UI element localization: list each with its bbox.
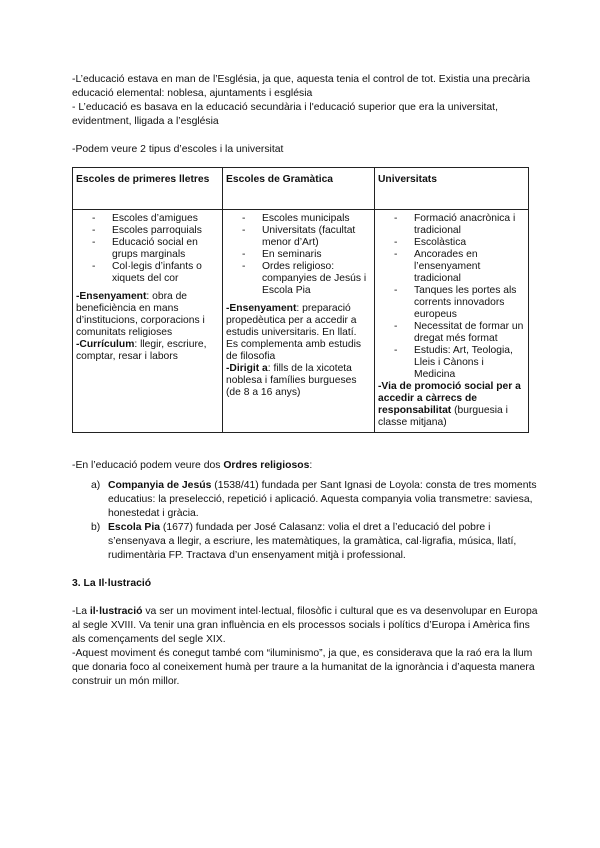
via-promocio-text: -Via de promoció social per a accedir a càrrecs de responsabilitat (burguesia i classe mitjana) <box>378 381 521 428</box>
curriculum-text: -Currículum: llegir, escriure, comptar, resar i labors <box>76 339 207 362</box>
list-item: - Educació social en grups marginals <box>76 237 219 261</box>
table-header: Universitats <box>375 168 529 210</box>
list-item: - Tanques les portes als corrents innovadors europeus <box>378 285 525 321</box>
list-item: b) Escola Pia (1677) fundada per José Calasanz: volia el dret a l’educació del pobre i s’ensenyava a llegir, a escriure, les matemàtiques, la gramàtica, cal·ligrafia, música, llatí, rudimentària FP. Tractava d’un ensenyament mitjà i professional. <box>91 522 517 561</box>
list-item: - Col·legis d’infants o xiquets del cor <box>76 261 219 285</box>
intro-paragraph-1: -L’educació estava en man de l’Església, ja que, aquesta tenia el control de tot. Existia una precària educació elemental: noblesa, ajuntaments i església <box>72 74 531 99</box>
intro-paragraph-2: - L’educació es basava en la educació secundària i l'educació superior que era la universitat, evidentment, lligada a l’església <box>72 102 498 127</box>
document-body <box>72 73 542 689</box>
list-item: - Ordes religioso: companyies de Jesús i Escola Pia <box>226 261 371 297</box>
ensenyament-text: -Ensenyament: preparació propedèutica per a accedir a estudis universitaris. En llatí. Es complementa amb estudis de filosofia <box>226 303 362 362</box>
list-item: - En seminaris <box>226 249 371 261</box>
ordres-intro: -En l’educació podem veure dos Ordres religiosos: <box>72 460 313 471</box>
list-item: - Escoles d’amigues <box>76 213 219 225</box>
section-paragraph-1: -La il·lustració va ser un moviment intel·lectual, filosòfic i cultural que es va desenvolupar en Europa al segle XVIII. Va tenir una gran influència en els processos socials i polítics d’Europa i Amèrica fins als començaments del segle XIX. <box>72 606 538 645</box>
list-item: - Necessitat de formar un dregat més format <box>378 321 525 345</box>
table-header: Escoles de Gramàtica <box>223 168 375 210</box>
intro-paragraph-3: -Podem veure 2 tipus d’escoles i la universitat <box>72 144 284 155</box>
table-cell-universitats <box>375 210 529 433</box>
section-paragraph-2: -Aquest moviment és conegut també com “iluminismo”, ja que, es considerava que la raó era la llum que donaria foco al coneixement humà per traure a la humanitat de la ignorància i d’aquesta manera construir un món millor. <box>72 648 535 687</box>
section-heading: 3. La Il·lustració <box>72 578 152 589</box>
list-item: - Universitats (facultat menor d’Art) <box>226 225 371 249</box>
list-item: - Formació anacrònica i tradicional <box>378 213 525 237</box>
list <box>76 213 219 285</box>
list-item: - Escoles municipals <box>226 213 371 225</box>
schools-table <box>72 167 529 433</box>
list <box>226 213 371 297</box>
list-item: - Ancorades en l’ensenyament tradicional <box>378 249 525 285</box>
list-item: - Escoles parroquials <box>76 225 219 237</box>
table-row <box>73 210 529 433</box>
table-header-row <box>73 168 529 210</box>
list-item: a) Companyia de Jesús (1538/41) fundada per Sant Ignasi de Loyola: consta de tres moments educatius: la preselecció, repetició i aplicació. Aquesta companyia volia transmetre: saviesa, honestedat i gràcia. <box>91 480 537 519</box>
ensenyament-text: -Ensenyament: obra de beneficiència en mans d’institucions, corporacions i comunitats religioses <box>76 291 205 338</box>
table-cell-gramatica <box>223 210 375 433</box>
list-item: - Estudis: Art, Teologia, Lleis i Cànons i Medicina <box>378 345 525 381</box>
table-header: Escoles de primeres lletres <box>73 168 223 210</box>
dirigit-text: -Dirigit a: fills de la xicoteta noblesa i famílies burgueses (de 8 a 16 anys) <box>226 363 357 398</box>
table-cell-primeres-lletres <box>73 210 223 433</box>
ordres-list <box>72 479 542 563</box>
list <box>378 213 525 381</box>
list-item: - Escolàstica <box>378 237 525 249</box>
